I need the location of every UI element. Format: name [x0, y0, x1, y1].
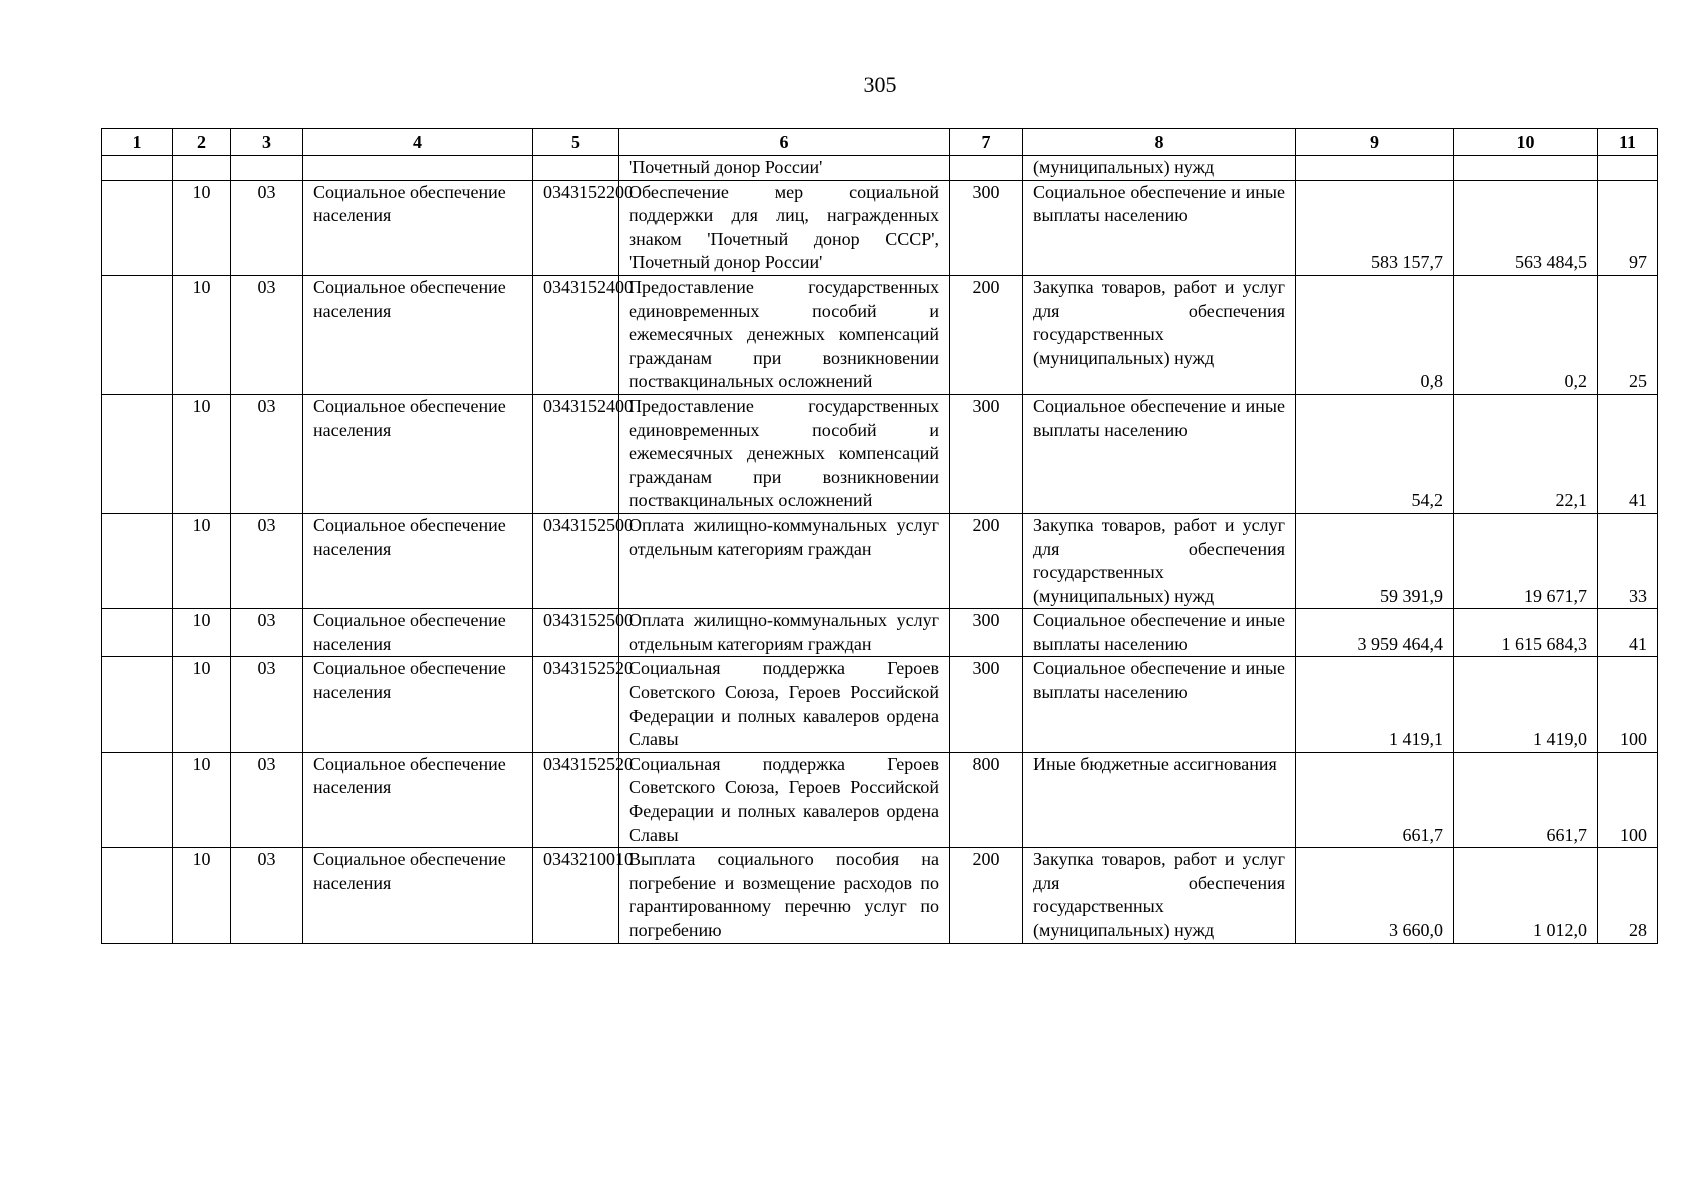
cell-value-10: 22,1 — [1454, 394, 1598, 513]
cell-value-11: 28 — [1598, 848, 1658, 943]
cell-expense-type: 300 — [950, 657, 1023, 752]
cell-value-9 — [1296, 156, 1454, 181]
table-row — [102, 180, 1658, 275]
cell — [102, 156, 173, 181]
table-row — [102, 752, 1658, 847]
cell-subsection-name: Социальное обеспечение населения — [303, 180, 533, 275]
cell-expense-type: 300 — [950, 180, 1023, 275]
column-header: 5 — [533, 129, 619, 156]
cell-expense-name: Закупка товаров, работ и услуг для обеспечения государственных (муниципальных) нужд — [1023, 848, 1296, 943]
cell-target-name: Выплата социального пособия на погребение и возмещение расходов по гарантированному перечню услуг по погребению — [619, 848, 950, 943]
table-row — [102, 657, 1658, 752]
cell-section: 10 — [173, 513, 231, 608]
cell — [102, 752, 173, 847]
cell-section: 10 — [173, 848, 231, 943]
cell-target-name: Оплата жилищно-коммунальных услуг отдельным категориям граждан — [619, 609, 950, 657]
cell-target-code: 0343152500 — [533, 513, 619, 608]
cell-target-name: Социальная поддержка Героев Советского Союза, Героев Российской Федерации и полных кавалеров ордена Славы — [619, 752, 950, 847]
column-header: 3 — [231, 129, 303, 156]
column-header: 6 — [619, 129, 950, 156]
cell-subsection: 03 — [231, 848, 303, 943]
table-row — [102, 156, 1658, 181]
cell — [102, 609, 173, 657]
cell-value-9: 54,2 — [1296, 394, 1454, 513]
column-header: 4 — [303, 129, 533, 156]
table-row — [102, 513, 1658, 608]
cell-target-code: 0343152200 — [533, 180, 619, 275]
column-header: 11 — [1598, 129, 1658, 156]
column-header: 1 — [102, 129, 173, 156]
cell-expense-name: Социальное обеспечение и иные выплаты населению — [1023, 657, 1296, 752]
cell-target-code: 0343152520 — [533, 657, 619, 752]
cell-subsection: 03 — [231, 394, 303, 513]
cell-value-10: 563 484,5 — [1454, 180, 1598, 275]
cell-section: 10 — [173, 752, 231, 847]
cell-target-name: Социальная поддержка Героев Советского Союза, Героев Российской Федерации и полных кавалеров ордена Славы — [619, 657, 950, 752]
cell-value-11: 33 — [1598, 513, 1658, 608]
page-number: 305 — [863, 72, 897, 97]
cell-subsection-name: Социальное обеспечение населения — [303, 609, 533, 657]
cell-expense-name: Закупка товаров, работ и услуг для обеспечения государственных (муниципальных) нужд — [1023, 513, 1296, 608]
cell-subsection: 03 — [231, 180, 303, 275]
column-header: 8 — [1023, 129, 1296, 156]
cell-value-10: 1 419,0 — [1454, 657, 1598, 752]
cell-subsection — [231, 156, 303, 181]
cell-subsection-name: Социальное обеспечение населения — [303, 752, 533, 847]
cell-target-code: 0343152400 — [533, 275, 619, 394]
cell-expense-name: Социальное обеспечение и иные выплаты населению — [1023, 394, 1296, 513]
cell-section: 10 — [173, 275, 231, 394]
cell-value-9: 59 391,9 — [1296, 513, 1454, 608]
cell-expense-type: 200 — [950, 513, 1023, 608]
cell-subsection-name: Социальное обеспечение населения — [303, 513, 533, 608]
cell-value-10 — [1454, 156, 1598, 181]
cell-subsection-name — [303, 156, 533, 181]
cell-subsection: 03 — [231, 752, 303, 847]
cell-expense-type — [950, 156, 1023, 181]
cell-value-11: 41 — [1598, 394, 1658, 513]
cell-target-code: 0343152520 — [533, 752, 619, 847]
cell-expense-type: 200 — [950, 848, 1023, 943]
cell-value-11: 41 — [1598, 609, 1658, 657]
cell-expense-name: Социальное обеспечение и иные выплаты населению — [1023, 609, 1296, 657]
cell — [102, 275, 173, 394]
column-header: 10 — [1454, 129, 1598, 156]
cell-subsection-name: Социальное обеспечение населения — [303, 657, 533, 752]
table-row — [102, 609, 1658, 657]
column-header: 9 — [1296, 129, 1454, 156]
table-row — [102, 394, 1658, 513]
cell-expense-name: (муниципальных) нужд — [1023, 156, 1296, 181]
column-header: 2 — [173, 129, 231, 156]
cell-section: 10 — [173, 180, 231, 275]
cell-value-10: 0,2 — [1454, 275, 1598, 394]
cell — [102, 513, 173, 608]
cell-subsection: 03 — [231, 275, 303, 394]
cell-subsection: 03 — [231, 609, 303, 657]
cell-value-9: 0,8 — [1296, 275, 1454, 394]
cell-expense-type: 200 — [950, 275, 1023, 394]
cell — [102, 657, 173, 752]
cell-section: 10 — [173, 394, 231, 513]
cell-subsection-name: Социальное обеспечение населения — [303, 848, 533, 943]
cell — [102, 180, 173, 275]
cell-section — [173, 156, 231, 181]
cell-expense-name: Социальное обеспечение и иные выплаты населению — [1023, 180, 1296, 275]
header-row — [102, 129, 1658, 156]
budget-table — [101, 128, 1658, 944]
cell-value-10: 1 615 684,3 — [1454, 609, 1598, 657]
cell-value-11: 25 — [1598, 275, 1658, 394]
cell-target-name: 'Почетный донор России' — [619, 156, 950, 181]
cell-expense-name: Закупка товаров, работ и услуг для обеспечения государственных (муниципальных) нужд — [1023, 275, 1296, 394]
cell-subsection-name: Социальное обеспечение населения — [303, 394, 533, 513]
cell-target-code: 0343152500 — [533, 609, 619, 657]
cell-subsection-name: Социальное обеспечение населения — [303, 275, 533, 394]
cell-target-code — [533, 156, 619, 181]
cell-value-10: 661,7 — [1454, 752, 1598, 847]
cell-target-name: Оплата жилищно-коммунальных услуг отдельным категориям граждан — [619, 513, 950, 608]
cell-value-9: 661,7 — [1296, 752, 1454, 847]
cell-value-10: 1 012,0 — [1454, 848, 1598, 943]
cell-target-name: Обеспечение мер социальной поддержки для лиц, награжденных знаком 'Почетный донор СССР', 'Почетный донор России' — [619, 180, 950, 275]
cell-target-name: Предоставление государственных единовременных пособий и ежемесячных денежных компенсаций гражданам при возникновении поствакцинальных осложнений — [619, 275, 950, 394]
cell-expense-type: 300 — [950, 394, 1023, 513]
cell-subsection: 03 — [231, 657, 303, 752]
cell-section: 10 — [173, 657, 231, 752]
table-row — [102, 848, 1658, 943]
cell-expense-type: 800 — [950, 752, 1023, 847]
cell-expense-name: Иные бюджетные ассигнования — [1023, 752, 1296, 847]
cell — [102, 848, 173, 943]
cell-value-9: 1 419,1 — [1296, 657, 1454, 752]
table-row — [102, 275, 1658, 394]
cell-value-11: 100 — [1598, 752, 1658, 847]
cell-target-name: Предоставление государственных единовременных пособий и ежемесячных денежных компенсаций гражданам при возникновении поствакцинальных осложнений — [619, 394, 950, 513]
cell-value-9: 3 959 464,4 — [1296, 609, 1454, 657]
cell-target-code: 0343210010 — [533, 848, 619, 943]
cell-target-code: 0343152400 — [533, 394, 619, 513]
cell-subsection: 03 — [231, 513, 303, 608]
cell-value-11 — [1598, 156, 1658, 181]
cell-value-11: 100 — [1598, 657, 1658, 752]
cell-expense-type: 300 — [950, 609, 1023, 657]
cell-value-9: 3 660,0 — [1296, 848, 1454, 943]
cell-value-9: 583 157,7 — [1296, 180, 1454, 275]
cell-value-11: 97 — [1598, 180, 1658, 275]
cell — [102, 394, 173, 513]
column-header: 7 — [950, 129, 1023, 156]
cell-value-10: 19 671,7 — [1454, 513, 1598, 608]
cell-section: 10 — [173, 609, 231, 657]
